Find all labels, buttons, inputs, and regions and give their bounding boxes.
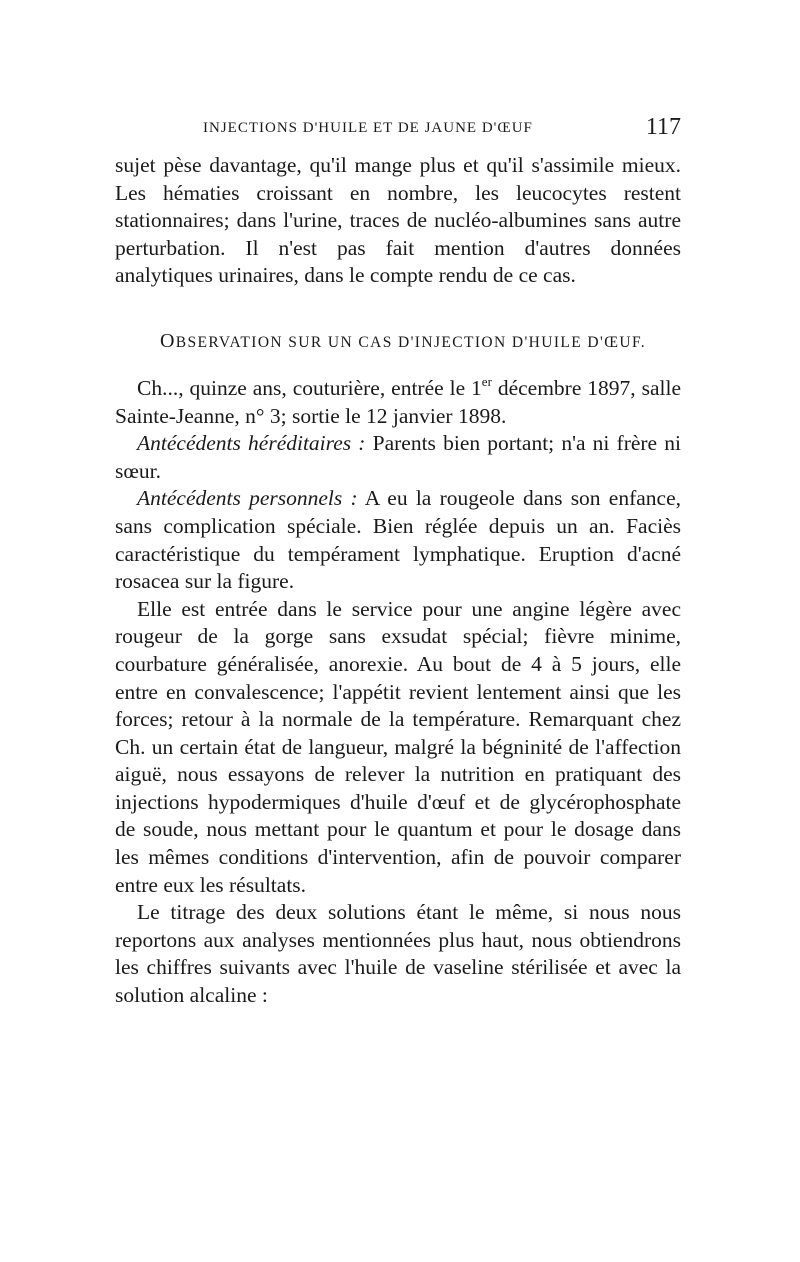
- case-intro-text: Ch..., quinze ans, couturière, entrée le 1: [137, 375, 482, 400]
- running-head: [115, 112, 681, 152]
- section-heading-initial: O: [159, 329, 176, 352]
- titration-paragraph: Le titrage des deux solutions étant le même, si nous nous reportons aux analyses mentionnées plus haut, nous obtiendrons les chiffres suivants avec l'huile de vaseline stérilisée et avec la solution alcaline :: [115, 900, 681, 1008]
- personal-label: Antécédents personnels :: [137, 486, 358, 511]
- case-intro-paragraph: [115, 375, 681, 430]
- continuation-paragraph: sujet pèse davantage, qu'il mange plus et qu'il s'assimile mieux. Les hématies croissant en nombre, les leucocytes restent stationnaires; dans l'urine, traces de nucléo-albumines sans autre perturbation. Il n'est pas fait mention d'autres données analytiques urinaires, dans le compte rendu de ce cas.: [115, 153, 681, 288]
- ordinal-suffix: er: [481, 373, 492, 389]
- running-title: INJECTIONS D'HUILE ET DE JAUNE D'ŒUF: [203, 120, 533, 136]
- case-intro-text-end: décembre 1897, salle Sainte-Jeanne, n° 3; sortie le 12 janvier 1898.: [115, 375, 682, 428]
- personal-paragraph: [115, 485, 681, 595]
- hereditary-paragraph: [115, 430, 681, 485]
- personal-text: A eu la rougeole dans son enfance, sans complication spéciale. Bien réglée depuis un an. Faciès caractéristique du tempérament lymphatique. Eruption d'acné rosacea sur la figure.: [115, 486, 682, 594]
- hereditary-label: Antécédents héréditaires :: [137, 431, 366, 456]
- admission-paragraph: Elle est entrée dans le service pour une angine légère avec rougeur de la gorge sans exsudat spécial; fièvre minime, courbature généralisée, anorexie. Au bout de 4 à 5 jours, elle entre en convalescence; l'appétit revient lentement ainsi que les forces; retour à la normale de la température. Remarquant chez Ch. un certain état de langueur, malgré la bégninité de l'affection aiguë, nous essayons de relever la nutrition en pratiquant des injections hypodermiques d'huile d'œuf et de glycérophosphate de soude, nous mettant pour le quantum et pour le dosage dans les mêmes conditions d'intervention, afin de pouvoir comparer entre eux les résultats.: [115, 596, 681, 897]
- page-number: 117: [645, 114, 681, 140]
- section-heading-text: BSERVATION SUR UN CAS D'INJECTION D'HUILE D'ŒUF.: [175, 333, 647, 351]
- section-heading: [115, 330, 681, 353]
- book-page: [115, 112, 681, 1010]
- hereditary-text: Parents bien portant; n'a ni frère ni sœur.: [115, 431, 681, 483]
